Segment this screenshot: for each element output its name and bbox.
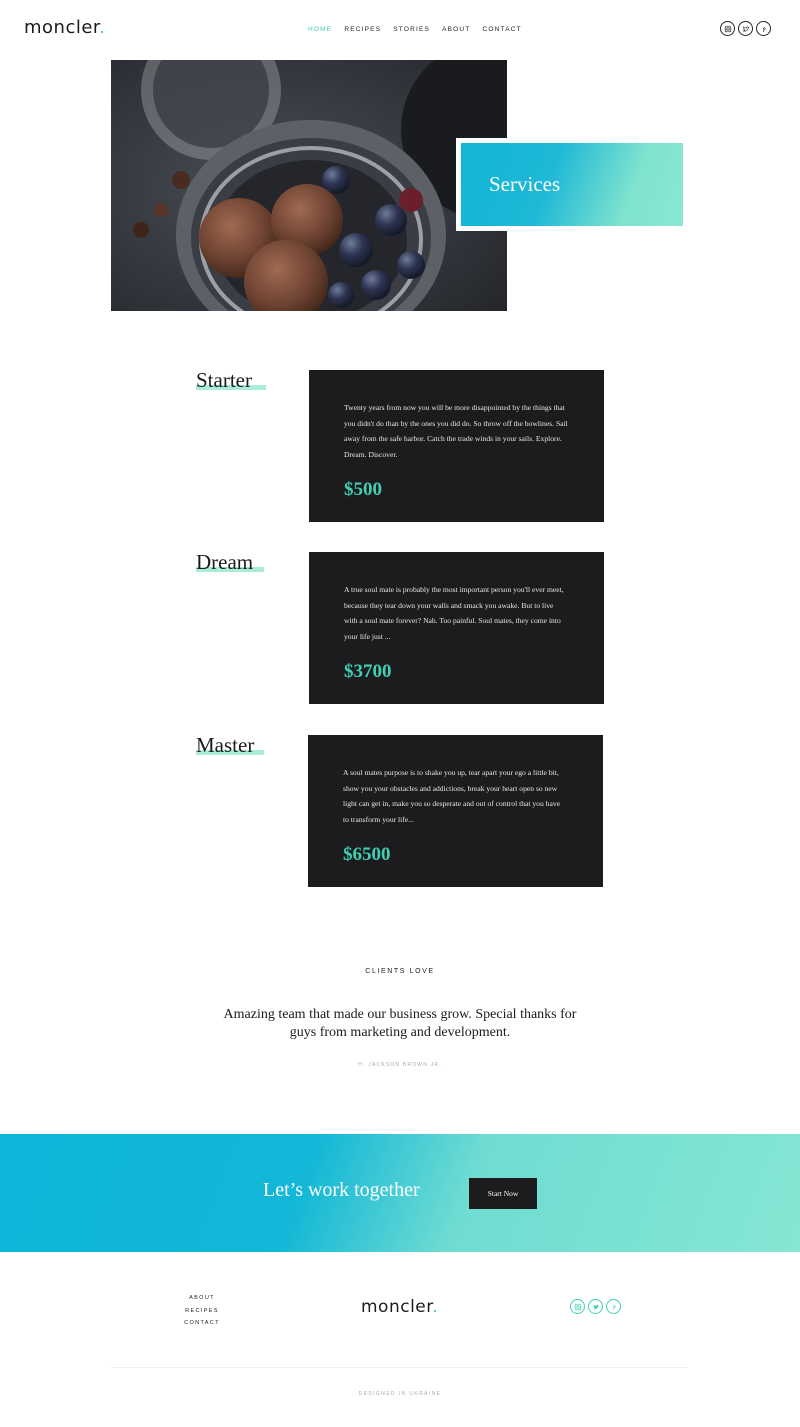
logo-text: moncler [24,17,100,38]
tier-dream-heading [196,550,253,575]
footer-logo[interactable] [361,1297,438,1317]
pinterest-icon[interactable] [606,1299,621,1314]
pinterest-icon[interactable] [756,21,771,36]
instagram-icon[interactable] [570,1299,585,1314]
tier-title: Master [196,733,255,757]
footer-credit: DESIGNED IN UKRAINE [358,1391,442,1397]
footer-social-links [570,1299,621,1314]
footer-divider [111,1367,688,1368]
services-banner [461,143,683,226]
footer-link-recipes[interactable]: RECIPES [185,1307,219,1314]
footer-nav [180,1292,224,1330]
nav-recipes[interactable]: RECIPES [344,26,382,33]
main-nav [308,26,522,33]
testimonial-author: H. JACKSON BROWN JR. [358,1062,442,1068]
card-description: A true soul mate is probably the most important person you'll ever meet, because they tear down your walls and smack you awake. But to live with a soul mate forever? Nah. Too painful. Soul mates, they come into your life just ... [344,585,564,641]
services-title: Services [489,172,561,196]
pricing-card-dream [309,552,604,704]
card-price: $500 [344,479,382,501]
tier-title: Dream [196,550,254,574]
footer-link-contact[interactable]: CONTACT [184,1320,220,1326]
logo-dot: . [99,17,106,38]
nav-home[interactable]: HOME [308,26,333,33]
twitter-icon[interactable] [588,1299,603,1314]
card-price: $3700 [344,661,392,683]
instagram-icon[interactable] [720,21,735,36]
card-price: $6500 [343,844,391,866]
hero-image [111,60,507,311]
nav-contact[interactable]: CONTACT [482,26,522,33]
footer-logo-dot: . [432,1297,439,1317]
header-social-links [720,21,771,36]
tier-title: Starter [196,368,252,392]
pricing-card-starter [309,370,604,522]
cta-text: Let’s work together [263,1179,420,1201]
start-now-button[interactable]: Start Now [469,1178,537,1209]
nav-about[interactable]: ABOUT [442,26,471,33]
footer-link-about[interactable]: ABOUT [189,1295,215,1301]
card-description: A soul mates purpose is to shake you up, tear apart your ego a little bit, show you your obstacles and addictions, break your heart open so new light can get in, make you so desperate and out of control that you have to transform your life... [343,768,560,824]
site-logo[interactable] [24,17,105,38]
twitter-icon[interactable] [738,21,753,36]
tier-starter-heading [196,368,252,393]
testimonial-quote: Amazing team that made our business grow. Special thanks for guys from marketing and development. [223,1007,577,1040]
testimonial-heading: CLIENTS LOVE [365,968,435,975]
tier-master-heading [196,733,254,758]
pricing-card-master [308,735,603,887]
card-description: Twenty years from now you will be more disappointed by the things that you didn't do than by the ones you did do. So throw off the bowlines. Sail away from the safe harbor. Catch the trade winds in your sails. Explore. Dream. Discover. [344,403,568,459]
nav-stories[interactable]: STORIES [393,26,431,33]
footer-logo-text: moncler [361,1297,433,1317]
